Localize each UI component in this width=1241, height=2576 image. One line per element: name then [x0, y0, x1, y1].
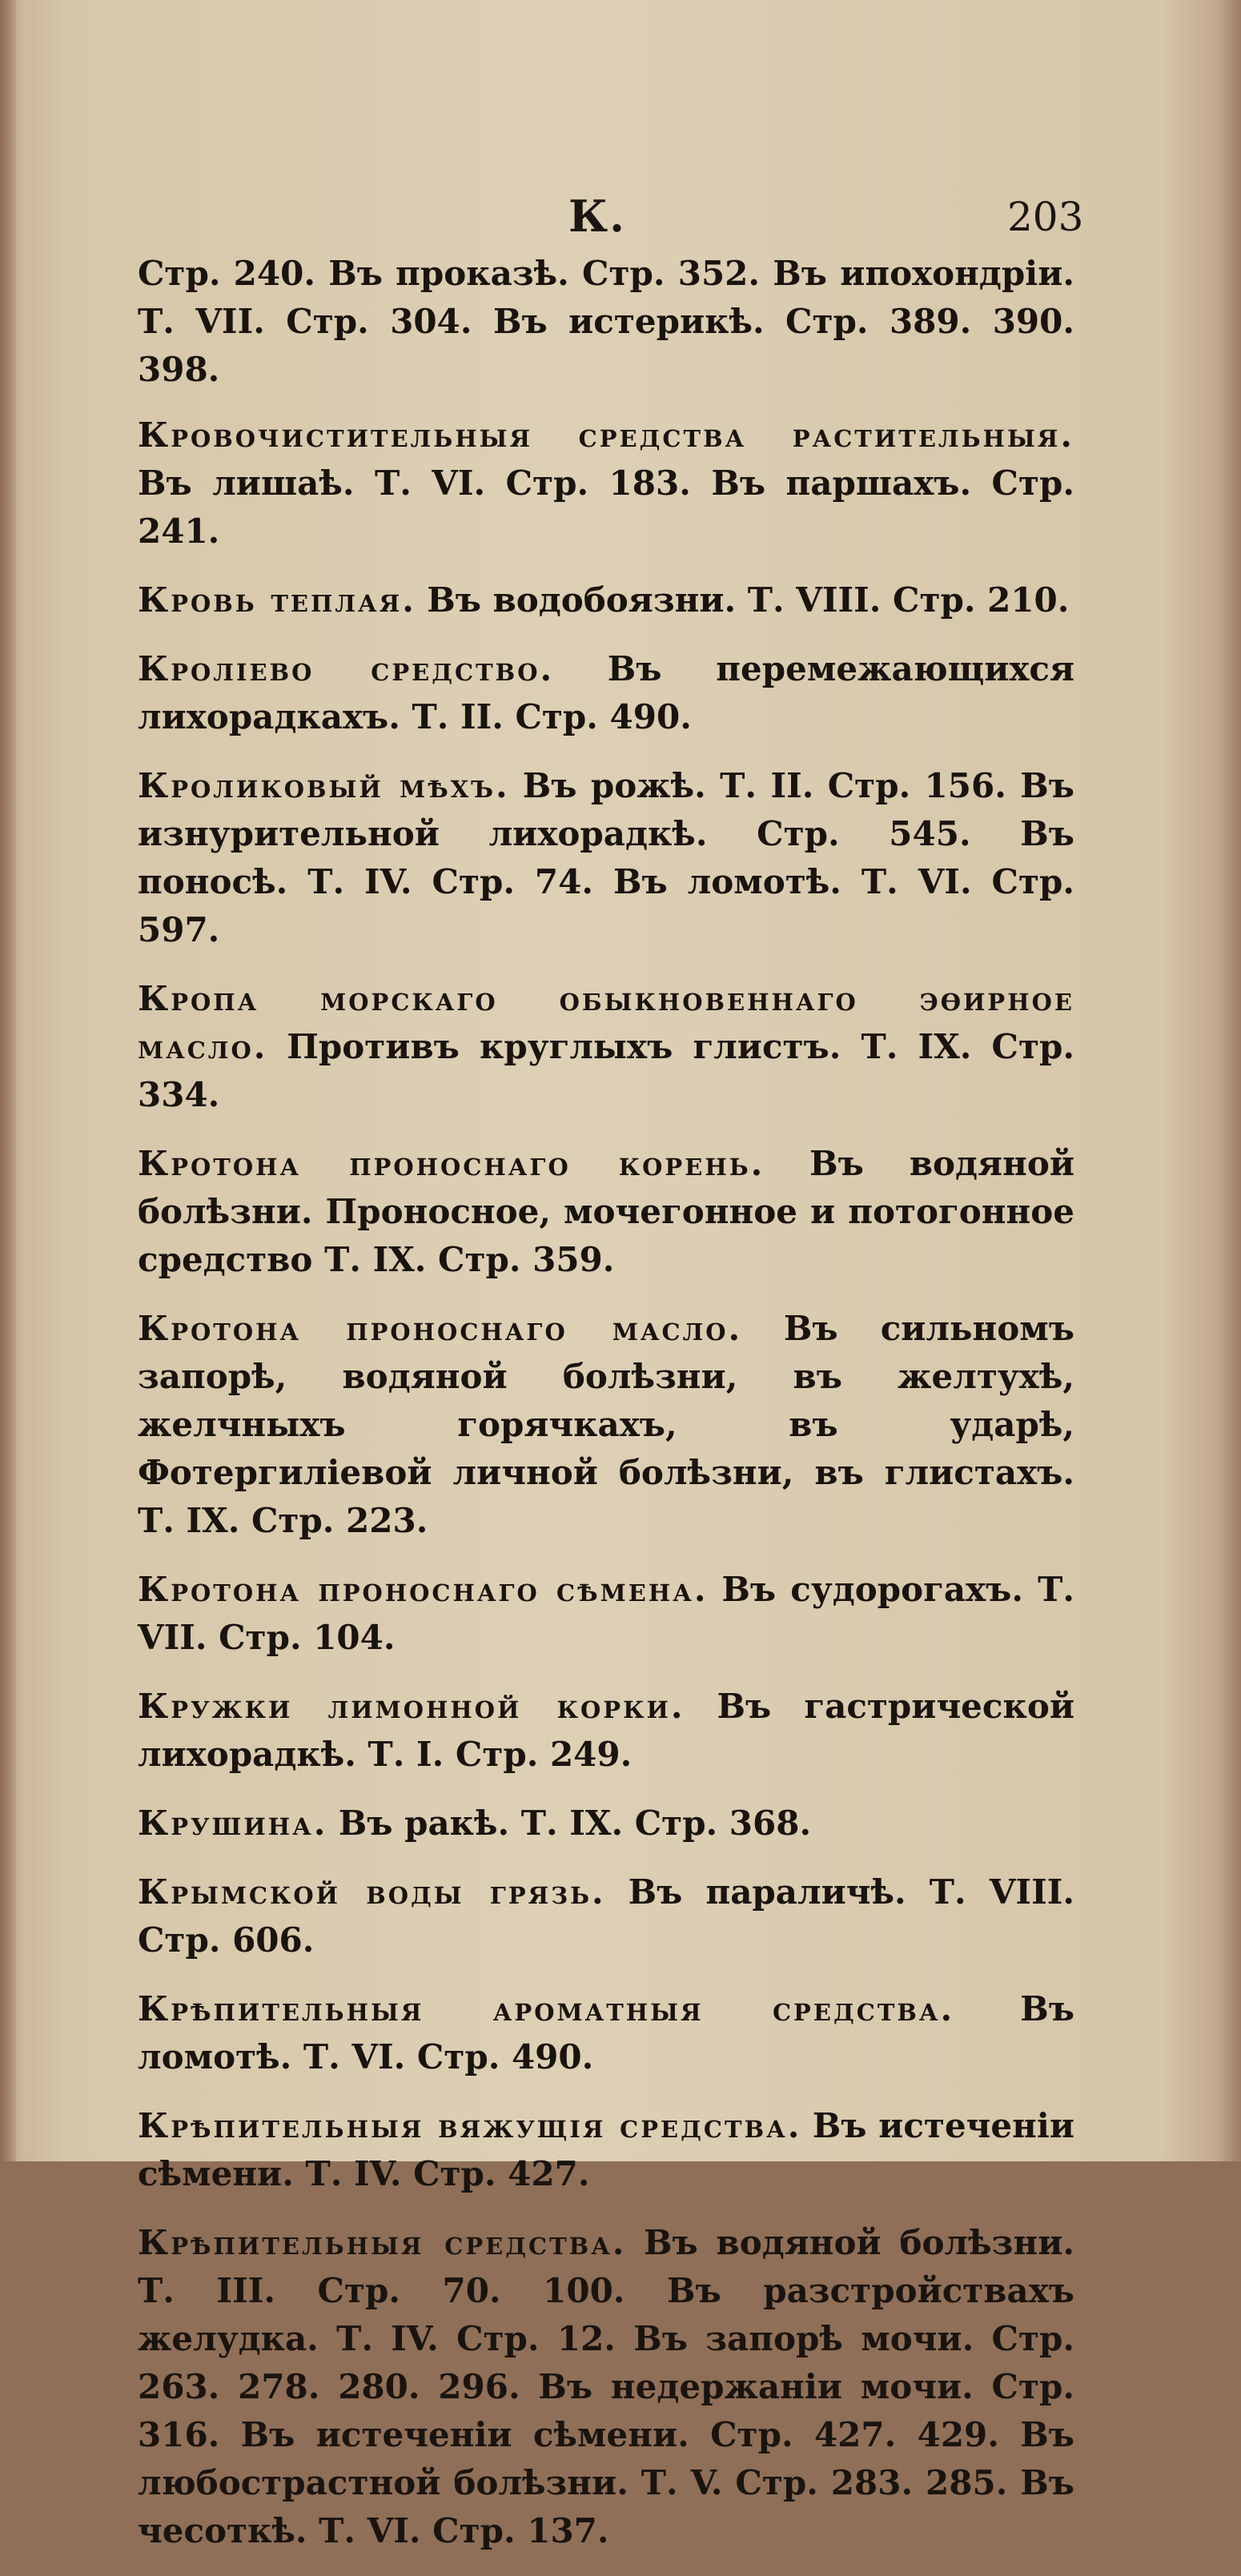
entry-heading: Кроликовый мѣхъ.: [138, 766, 510, 805]
entry-text: Стр. 240. Въ проказѣ. Стр. 352. Въ ипохондріи. Т. VII. Стр. 304. Въ истерикѣ. Стр. 389. 390. 398.: [138, 254, 1074, 389]
page-header: [0, 191, 1241, 255]
entry-heading: Кружки лимонной корки.: [138, 1687, 685, 1726]
index-entry: [138, 1566, 1074, 1662]
entry-text: Въ сильномъ запорѣ, водяной болѣзни, въ желтухѣ, желчныхъ горячкахъ, въ ударѣ, Фотергиліевой личной болѣзни, въ глистахъ. Т. IX. Стр. 223.: [138, 1309, 1074, 1540]
entry-text: Въ водяной болѣзни. Проносное, мочегонное и потогонное средство Т. IX. Стр. 359.: [138, 1144, 1074, 1279]
entry-heading: Крѣпительныя вяжущія средства.: [138, 2106, 802, 2145]
index-entry: [138, 1140, 1074, 1284]
index-entry: [138, 1985, 1074, 2081]
index-entry: [138, 762, 1074, 954]
index-entry: [138, 411, 1074, 556]
entry-text: Въ ракѣ. Т. IX. Стр. 368.: [338, 1804, 812, 1843]
index-entry: [138, 1683, 1074, 1779]
entry-heading: Кротона проноснаго корень.: [138, 1144, 765, 1183]
entry-text: Въ перемежающихся лихорадкахъ. Т. II. Стр. 490.: [138, 649, 1074, 736]
entry-heading: Кропа морскаго обыкновеннаго эѳирное масло.: [138, 979, 1074, 1066]
entry-heading: Кротона проноснаго сѣмена.: [138, 1570, 709, 1609]
entry-heading: Крымской воды грязь.: [138, 1872, 606, 1912]
index-entry: [138, 645, 1074, 741]
entry-text: Въ параличѣ. Т. VIII. Стр. 606.: [138, 1872, 1074, 1960]
entry-heading: Крѣпительныя ароматныя средства.: [138, 1989, 955, 2028]
index-entry: [138, 1305, 1074, 1545]
entry-heading: Кровочистительныя средства растительныя.: [138, 415, 1074, 455]
entry-text: Въ судорогахъ. Т. VII. Стр. 104.: [138, 1570, 1075, 1657]
entry-text: Въ лишаѣ. Т. VI. Стр. 183. Въ паршахъ. Стр. 241.: [138, 463, 1074, 551]
entry-heading: Кровь теплая.: [138, 580, 416, 620]
page-number: 203: [1007, 194, 1084, 240]
section-letter: К.: [568, 191, 626, 242]
entry-text: Въ ломотѣ. Т. VI. Стр. 490.: [138, 1989, 1074, 2076]
index-body: [138, 250, 1074, 2576]
index-entry: [138, 2219, 1074, 2555]
index-entry: [138, 2102, 1074, 2198]
entry-heading: Кролıево средство.: [138, 649, 555, 688]
page-spine-shadow: [0, 0, 16, 2161]
entry-text: Противъ круглыхъ глистъ. Т. IX. Стр. 334.: [138, 1027, 1075, 1114]
index-entry: [138, 1800, 1074, 1848]
entry-heading: Кротона проноснаго масло.: [138, 1309, 743, 1348]
entry-text: Въ истеченіи сѣмени. Т. IV. Стр. 427.: [138, 2106, 1074, 2193]
entry-text: Въ водяной болѣзни. Т. III. Стр. 70. 100. Въ разстройствахъ желудка. Т. IV. Стр. 12. Въ запорѣ мочи. Стр. 263. 278. 280. 296. Въ недержаніи мочи. Стр. 316. Въ истеченіи сѣмени. Стр. 427. 429. Въ любострастной болѣзни. Т. V. Стр. 283. 285. Въ чесоткѣ. Т. VI. Стр. 137.: [138, 2223, 1074, 2550]
index-entry: [138, 1868, 1074, 1964]
entry-heading: Крушина.: [138, 1804, 328, 1843]
entry-text: Въ гастрической лихорадкѣ. Т. I. Стр. 249.: [138, 1687, 1074, 1774]
index-entry: [138, 576, 1074, 624]
entry-text: Въ водобоязни. Т. VIII. Стр. 210.: [427, 580, 1070, 620]
index-entry-continuation: [138, 250, 1074, 394]
index-entry: [138, 975, 1074, 1119]
entry-heading: Крѣпительныя средства.: [138, 2223, 627, 2262]
entry-text: Въ рожѣ. Т. II. Стр. 156. Въ изнурительной лихорадкѣ. Стр. 545. Въ поносѣ. Т. IV. Стр. 74. Въ ломотѣ. Т. VI. Стр. 597.: [138, 766, 1074, 949]
